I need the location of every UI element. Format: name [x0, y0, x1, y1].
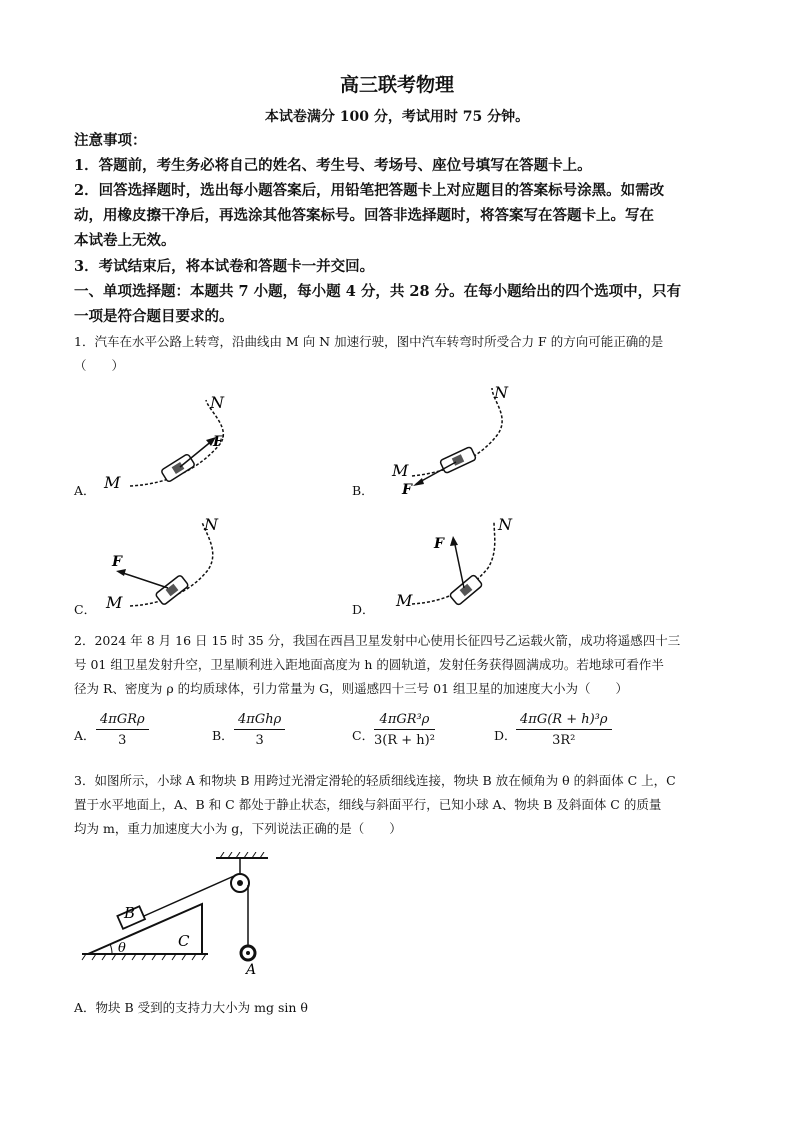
incline-pulley-figure — [78, 852, 278, 977]
section-heading: 一、单项选择题：本题共 7 小题，每小题 4 分，共 28 分。在每小题给出的四个选项中，只有 — [74, 283, 682, 300]
force-f-label: F — [434, 536, 444, 552]
notice-item: 2．回答选择题时，选出每小题答案后，用铅笔把答题卡上对应题目的答案标号涂黑。如需改 — [74, 182, 665, 199]
option-d-formula — [516, 712, 612, 748]
block-b-label: B — [124, 904, 136, 922]
option-c-label: C． — [74, 602, 97, 617]
force-f-label: F — [213, 434, 223, 450]
point-m-label: M — [106, 593, 123, 612]
point-n-label: N — [210, 393, 224, 412]
car-turn-figure-a — [100, 388, 260, 500]
option-a-label: A． — [74, 483, 96, 498]
option-b-label: B． — [352, 483, 374, 498]
incline-c-label: C — [178, 932, 190, 950]
question-3-stem: 均为 m，重力加速度大小为 g，下列说法正确的是（ ） — [74, 821, 402, 836]
formula-numerator: 4πGhρ — [234, 712, 285, 730]
question-1-stem: （ ） — [74, 358, 125, 373]
option-a-label: A． — [74, 728, 96, 743]
formula-denominator: 3 — [118, 733, 127, 748]
formula-denominator: 3 — [255, 733, 264, 748]
car-turn-figure-c — [100, 512, 260, 624]
option-a-formula — [96, 712, 149, 748]
option-d-label: D． — [352, 602, 375, 617]
option-d-label: D． — [494, 728, 517, 743]
question-3-option-a: A．物块 B 受到的支持力大小为 mg sin θ — [74, 1000, 308, 1015]
formula-denominator: 3R² — [552, 733, 576, 748]
force-f-label: F — [402, 482, 412, 496]
point-m-label: M — [104, 473, 121, 492]
question-3-stem: 置于水平地面上，A、B 和 C 都处于静止状态，细线与斜面平行，已知小球 A、物块 B 及斜面体 C 的质量 — [74, 797, 662, 812]
question-2-stem: 2．2024 年 8 月 16 日 15 时 35 分，我国在西昌卫星发射中心使用长征四号乙运载火箭，成功将遥感四十三 — [74, 633, 681, 648]
car-turn-figure-b — [380, 380, 540, 496]
question-3-stem: 3．如图所示，小球 A 和物块 B 用跨过光滑定滑轮的轻质细线连接，物块 B 放在倾角为 θ 的斜面体 C 上，C — [74, 773, 676, 788]
option-c-label: C． — [352, 728, 375, 743]
force-f-label: F — [112, 554, 122, 570]
point-m-label: M — [392, 461, 409, 480]
point-n-label: N — [498, 515, 512, 534]
notice-item: 本试卷上无效。 — [74, 232, 176, 249]
angle-theta-label: θ — [118, 941, 126, 956]
notice-item: 1．答题前，考生务必将自己的姓名、考生号、考场号、座位号填写在答题卡上。 — [74, 157, 592, 174]
option-b-formula — [234, 712, 285, 748]
page-subtitle: 本试卷满分 100 分，考试用时 75 分钟。 — [264, 109, 530, 125]
car-turn-figure-d — [380, 512, 540, 624]
formula-numerator: 4πG(R + h)³ρ — [516, 712, 612, 730]
question-1-stem: 1．汽车在水平公路上转弯，沿曲线由 M 向 N 加速行驶，图中汽车转弯时所受合力 F 的方向可能正确的是 — [74, 334, 664, 349]
option-b-label: B． — [212, 728, 234, 743]
ball-a-label: A — [246, 962, 257, 977]
notice-heading: 注意事项： — [74, 132, 147, 149]
notice-item: 3．考试结束后，将本试卷和答题卡一并交回。 — [74, 258, 375, 275]
section-heading: 一项是符合题目要求的。 — [74, 308, 234, 325]
point-n-label: N — [204, 515, 218, 534]
option-c-formula — [374, 712, 435, 748]
formula-denominator: 3(R + h)² — [374, 733, 435, 748]
formula-numerator: 4πGR³ρ — [374, 712, 435, 730]
formula-numerator: 4πGRρ — [96, 712, 149, 730]
point-m-label: M — [396, 591, 413, 610]
notice-item: 动，用橡皮擦干净后，再选涂其他答案标号。回答非选择题时，将答案写在答题卡上。写在 — [74, 207, 654, 224]
question-2-stem: 号 01 组卫星发射升空，卫星顺利进入距地面高度为 h 的圆轨道，发射任务获得圆满成功。若地球可看作半 — [74, 657, 664, 672]
page-title: 高三联考物理 — [339, 74, 454, 96]
question-2-stem: 径为 R、密度为 ρ 的均质球体，引力常量为 G，则遥感四十三号 01 组卫星的加速度大小为（ ） — [74, 681, 628, 696]
point-n-label: N — [494, 383, 508, 402]
